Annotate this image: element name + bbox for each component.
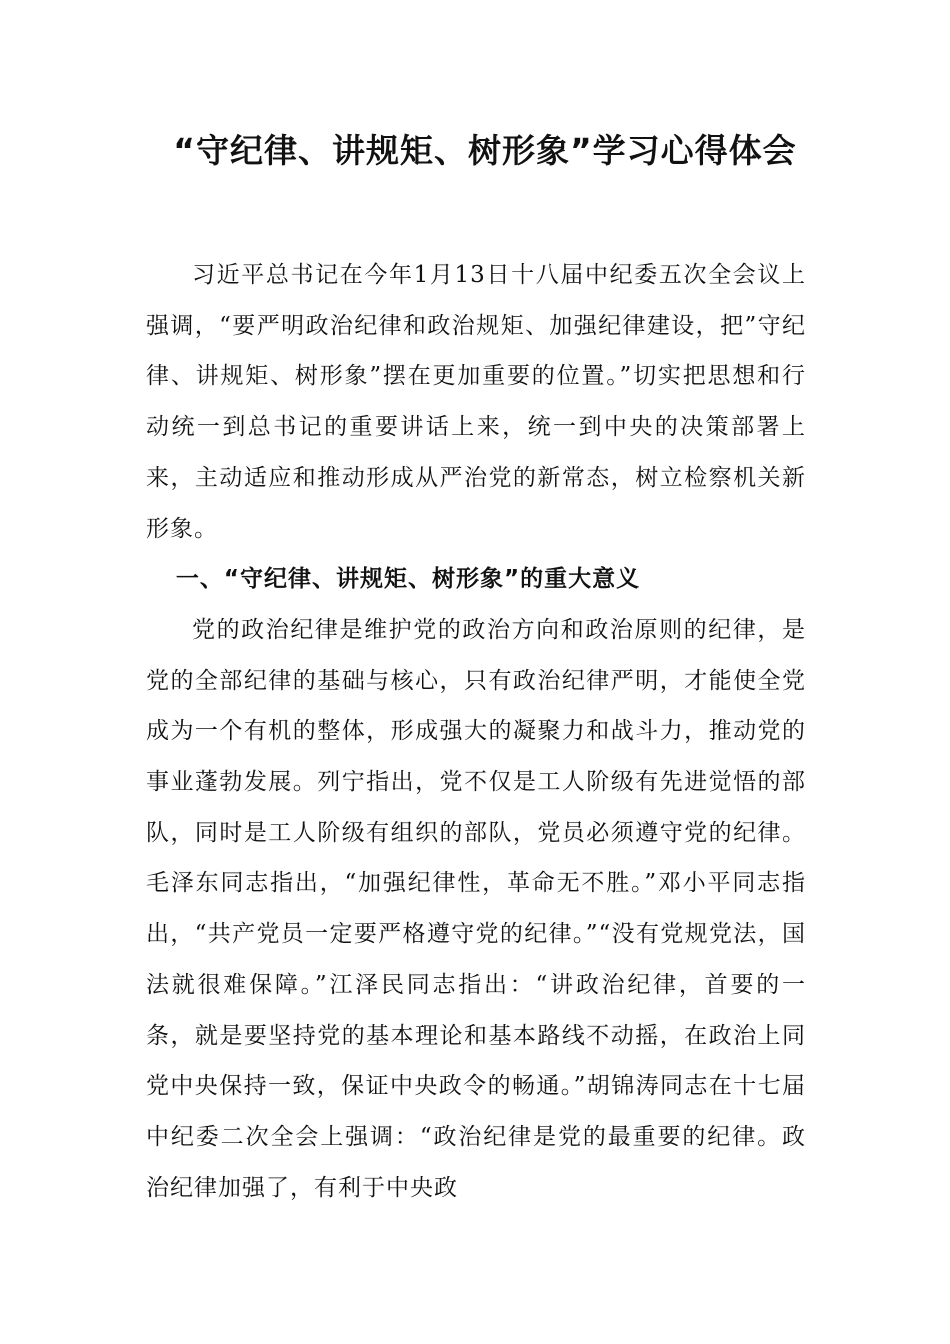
section-heading: 一、“守纪律、讲规矩、树形象”的重大意义 <box>175 566 641 593</box>
document-body <box>146 250 806 1213</box>
section-paragraph: 党的政治纪律是维护党的政治方向和政治原则的纪律，是党的全部纪律的基础与核心，只有政治纪律严明，才能使全党成为一个有机的整体，形成强大的凝聚力和战斗力，推动党的事业蓬勃发展。列宁指出，党不仅是工人阶级有先进觉悟的部队，同时是工人阶级有组织的部队，党员必须遵守党的纪律。毛泽东同志指出，“加强纪律性，革命无不胜。”邓小平同志指出，“共产党员一定要严格遵守党的纪律。”“没有党规党法，国法就很难保障。”江泽民同志指出：“讲政治纪律，首要的一条，就是要坚持党的基本理论和基本路线不动摇，在政治上同党中央保持一致，保证中央政令的畅通。”胡锦涛同志在十七届中纪委二次全会上强调：“政治纪律是党的最重要的纪律。政治纪律加强了，有利于中央政 <box>146 616 806 1201</box>
intro-paragraph: 习近平总书记在今年1月13日十八届中纪委五次全会议上强调，“要严明政治纪律和政治规矩、加强纪律建设，把”守纪律、讲规矩、树形象”摆在更加重要的位置。”切实把思想和行动统一到总书记的重要讲话上来，统一到中央的决策部署上来，主动适应和推动形成从严治党的新常态，树立检察机关新形象。 <box>146 262 806 542</box>
document-title: “守纪律、讲规矩、树形象”学习心得体会 <box>173 131 797 170</box>
